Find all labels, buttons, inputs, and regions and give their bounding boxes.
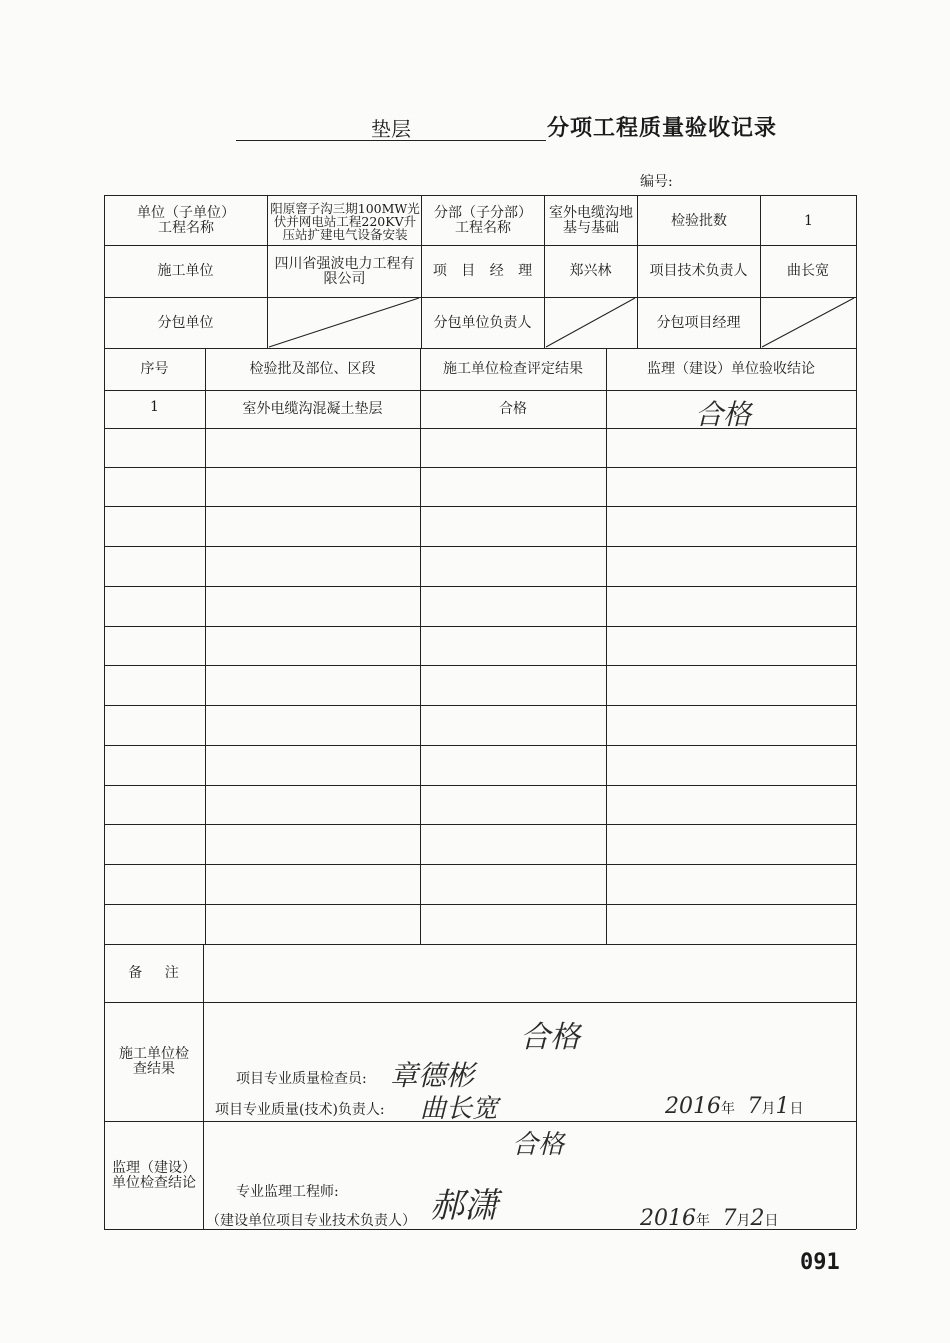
constructor-date-day: 1 (775, 1094, 790, 1119)
empty-cell-slash (544, 297, 637, 348)
page-number: 091 (800, 1250, 840, 1275)
sub-lead-label: 分包单位负责人 (433, 314, 532, 331)
owner-tech-lead-label: （建设单位项目专业技术负责人） (206, 1213, 416, 1229)
constructor-check-result-handwritten: 合格 (520, 1020, 580, 1055)
subitem-name: 垫层 (371, 117, 411, 141)
batch-value: 1 (804, 212, 813, 229)
month-unit: 月 (761, 1101, 776, 1117)
row-1-no: 1 (150, 398, 159, 415)
constructor-date (665, 1094, 803, 1119)
tech-lead-label: 项目技术负责人 (649, 263, 748, 279)
year-unit: 年 (721, 1101, 735, 1117)
row-1-result: 合格 (499, 400, 527, 417)
remarks-label: 备 注 (128, 965, 179, 981)
batch-label: 检验批数 (671, 212, 727, 229)
constructor-date-year: 2016 (665, 1094, 721, 1119)
supervisor-date-month: 7 (722, 1206, 737, 1231)
division-label: 分部（子分部）工程名称 (434, 205, 532, 236)
division-value: 室外电缆沟地基与基础 (549, 205, 633, 236)
page-title: 分项工程质量验收记录 (547, 116, 778, 141)
code-label: 编号: (640, 174, 673, 190)
day-unit: 日 (764, 1213, 779, 1229)
unit-label: 单位（子单位）工程名称 (137, 205, 235, 236)
quality-lead-label: 项目专业质量(技术)负责人: (215, 1102, 385, 1118)
constructor-label: 施工单位 (157, 263, 214, 279)
empty-cell-slash (267, 297, 421, 348)
supervisor-check-label: 监理（建设）单位检查结论 (112, 1159, 196, 1191)
col-header-no: 序号 (140, 361, 169, 377)
supervisor-date (640, 1206, 778, 1231)
inspector-label: 项目专业质量检查员: (236, 1071, 367, 1087)
supervisor-engineer-label: 专业监理工程师: (236, 1184, 339, 1200)
constructor-value: 四川省强波电力工程有限公司 (274, 255, 415, 287)
sub-pm-label: 分包项目经理 (656, 314, 741, 331)
title-underline (236, 140, 546, 141)
inspector-signature: 章德彬 (390, 1059, 475, 1092)
empty-cell-slash (760, 297, 856, 348)
constructor-check-label: 施工单位检查结果 (119, 1046, 189, 1077)
constructor-date-month: 7 (747, 1094, 762, 1119)
subcontractor-label: 分包单位 (157, 314, 214, 331)
month-unit: 月 (736, 1213, 751, 1229)
unit-value: 阳原窨子沟三期100MW光伏并网电站工程220KV升压站扩建电气设备安装 (270, 200, 420, 242)
col-header-result: 施工单位检查评定结果 (443, 361, 583, 377)
row-1-part: 室外电缆沟混凝土垫层 (242, 400, 383, 417)
row-1-conclusion-handwritten: 合格 (695, 398, 752, 431)
supervisor-signature: 郝潇 (430, 1186, 498, 1226)
pm-value: 郑兴林 (569, 263, 612, 279)
day-unit: 日 (789, 1101, 804, 1117)
supervisor-date-year: 2016 (640, 1206, 696, 1231)
col-header-conclusion: 监理（建设）单位验收结论 (647, 361, 815, 377)
supervisor-date-day: 2 (750, 1206, 765, 1231)
pm-label: 项 目 经 理 (432, 263, 533, 279)
tech-lead-value: 曲长宽 (787, 263, 829, 279)
supervisor-check-result-handwritten: 合格 (512, 1130, 565, 1160)
quality-lead-signature: 曲长宽 (420, 1094, 499, 1124)
col-header-part: 检验批及部位、区段 (249, 361, 376, 377)
year-unit: 年 (696, 1213, 710, 1229)
